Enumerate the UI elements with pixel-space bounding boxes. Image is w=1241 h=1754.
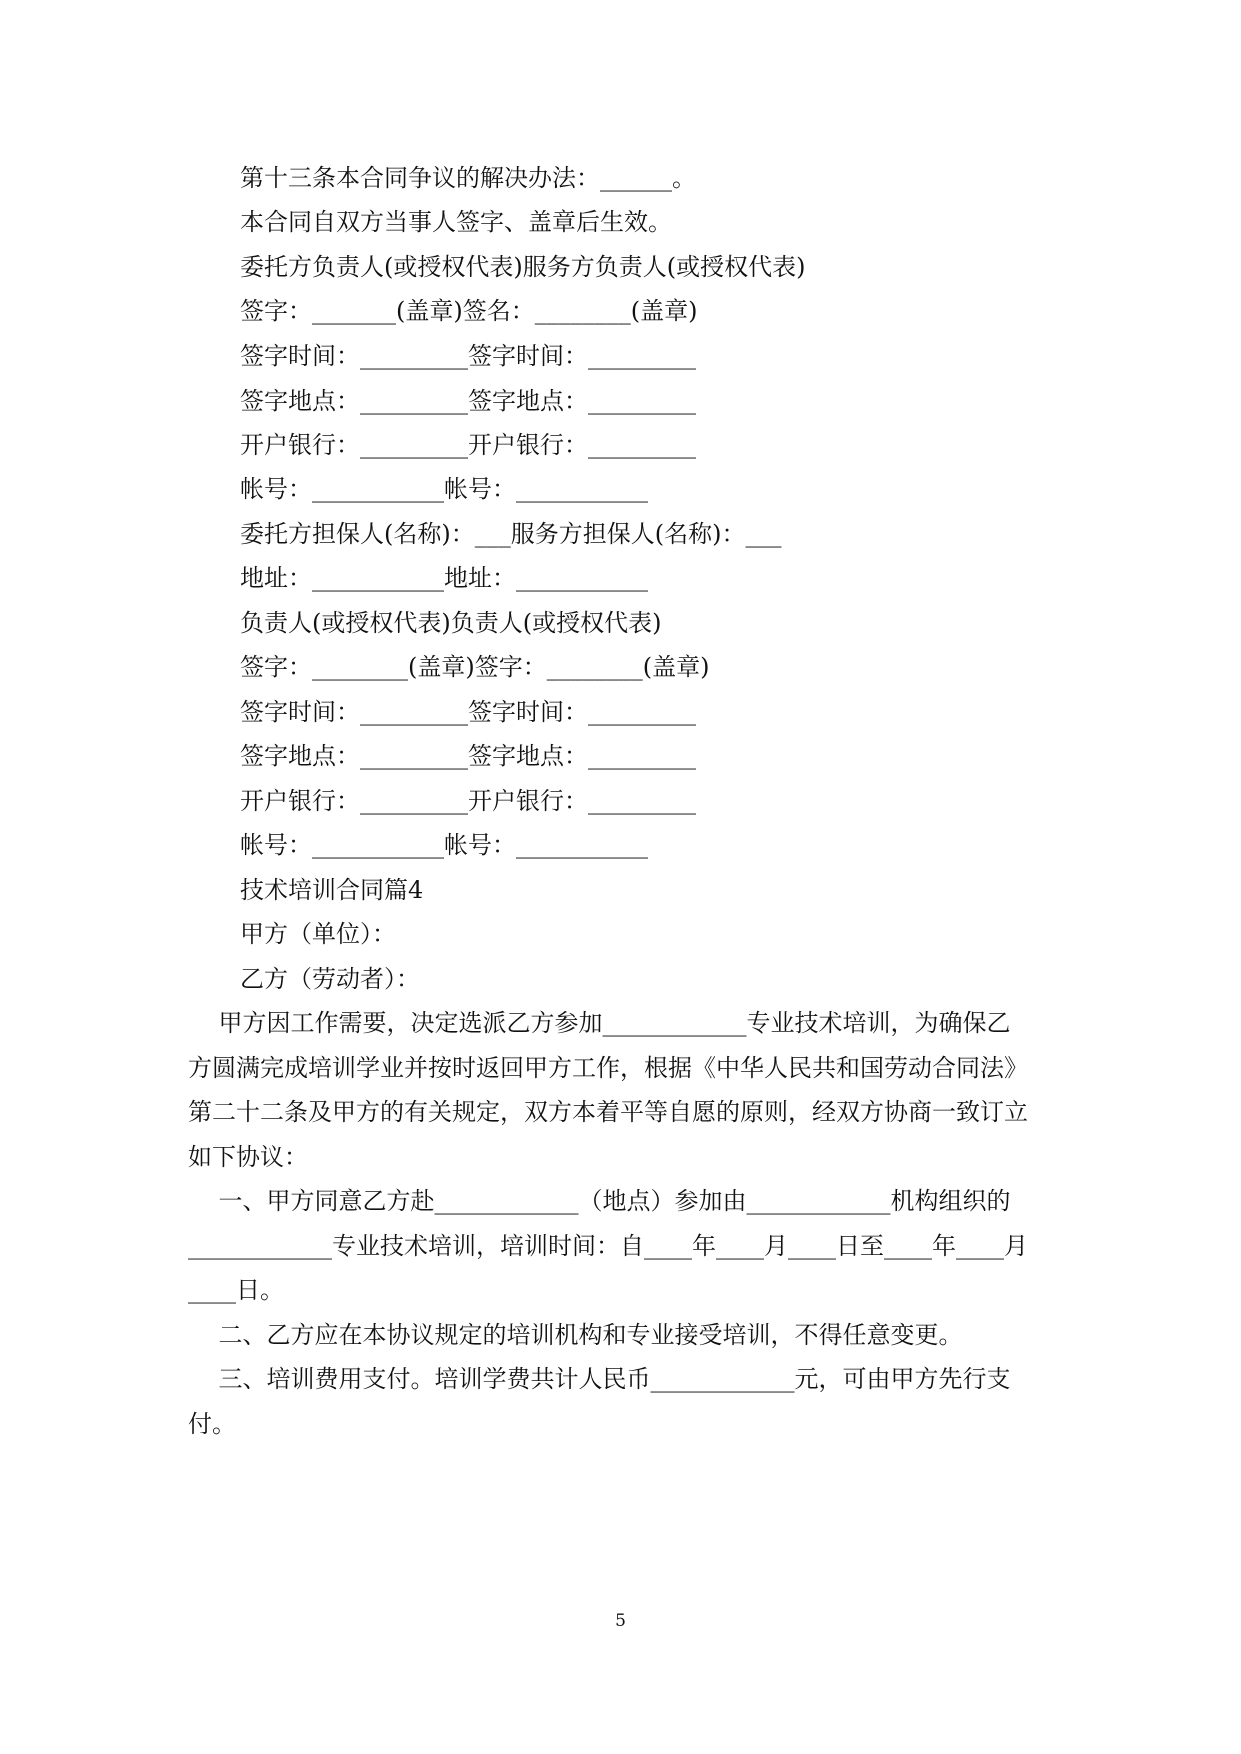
text-line: 帐号：___________帐号：___________ (240, 831, 648, 859)
text-line: 签字时间：_________签字时间：_________ (240, 698, 696, 726)
body-paragraph-line: 一、甲方同意乙方赴____________（地点）参加由____________机构组织的 (188, 1187, 1011, 1215)
text-line: 签字：_______(盖章)签名：________(盖章) (240, 297, 698, 325)
section-heading: 技术培训合同篇4 (240, 876, 424, 904)
text-line: 签字地点：_________签字地点：_________ (240, 742, 696, 770)
body-paragraph-line: 三、培训费用支付。培训学费共计人民币____________元，可由甲方先行支 (188, 1365, 1011, 1393)
body-paragraph-line: 方圆满完成培训学业并按时返回甲方工作，根据《中华人民共和国劳动合同法》 (188, 1054, 1028, 1082)
party-a-line: 甲方（单位）： (240, 920, 396, 948)
body-paragraph-line: 第二十二条及甲方的有关规定，双方本着平等自愿的原则，经双方协商一致订立 (188, 1098, 1028, 1126)
body-paragraph-line: 二、乙方应在本协议规定的培训机构和专业接受培训，不得任意变更。 (188, 1321, 963, 1349)
text-line: 委托方担保人(名称)：___服务方担保人(名称)：___ (240, 520, 782, 548)
party-b-line: 乙方（劳动者）： (240, 965, 420, 993)
text-line: 地址：___________地址：___________ (240, 564, 648, 592)
body-paragraph-line: ____日。 (188, 1276, 284, 1304)
text-line: 委托方负责人(或授权代表)服务方负责人(或授权代表) (240, 253, 806, 281)
text-line: 签字：________(盖章)签字：________(盖章) (240, 653, 710, 681)
text-line: 负责人(或授权代表)负责人(或授权代表) (240, 609, 662, 637)
body-paragraph-line: 付。 (188, 1410, 236, 1438)
body-paragraph-line: 甲方因工作需要，决定选派乙方参加____________专业技术培训，为确保乙 (188, 1009, 1011, 1037)
text-line: 第十三条本合同争议的解决办法：______。 (240, 164, 696, 192)
text-line: 开户银行：_________开户银行：_________ (240, 787, 696, 815)
page-number: 5 (615, 1611, 626, 1631)
text-line: 签字时间：_________签字时间：_________ (240, 342, 696, 370)
text-line: 本合同自双方当事人签字、盖章后生效。 (240, 208, 672, 236)
text-line: 签字地点：_________签字地点：_________ (240, 387, 696, 415)
text-line: 帐号：___________帐号：___________ (240, 475, 648, 503)
body-paragraph-line: ____________专业技术培训，培训时间：自____年____月____日至____年____月 (188, 1232, 1028, 1260)
text-line: 开户银行：_________开户银行：_________ (240, 431, 696, 459)
body-paragraph-line: 如下协议： (188, 1143, 308, 1171)
